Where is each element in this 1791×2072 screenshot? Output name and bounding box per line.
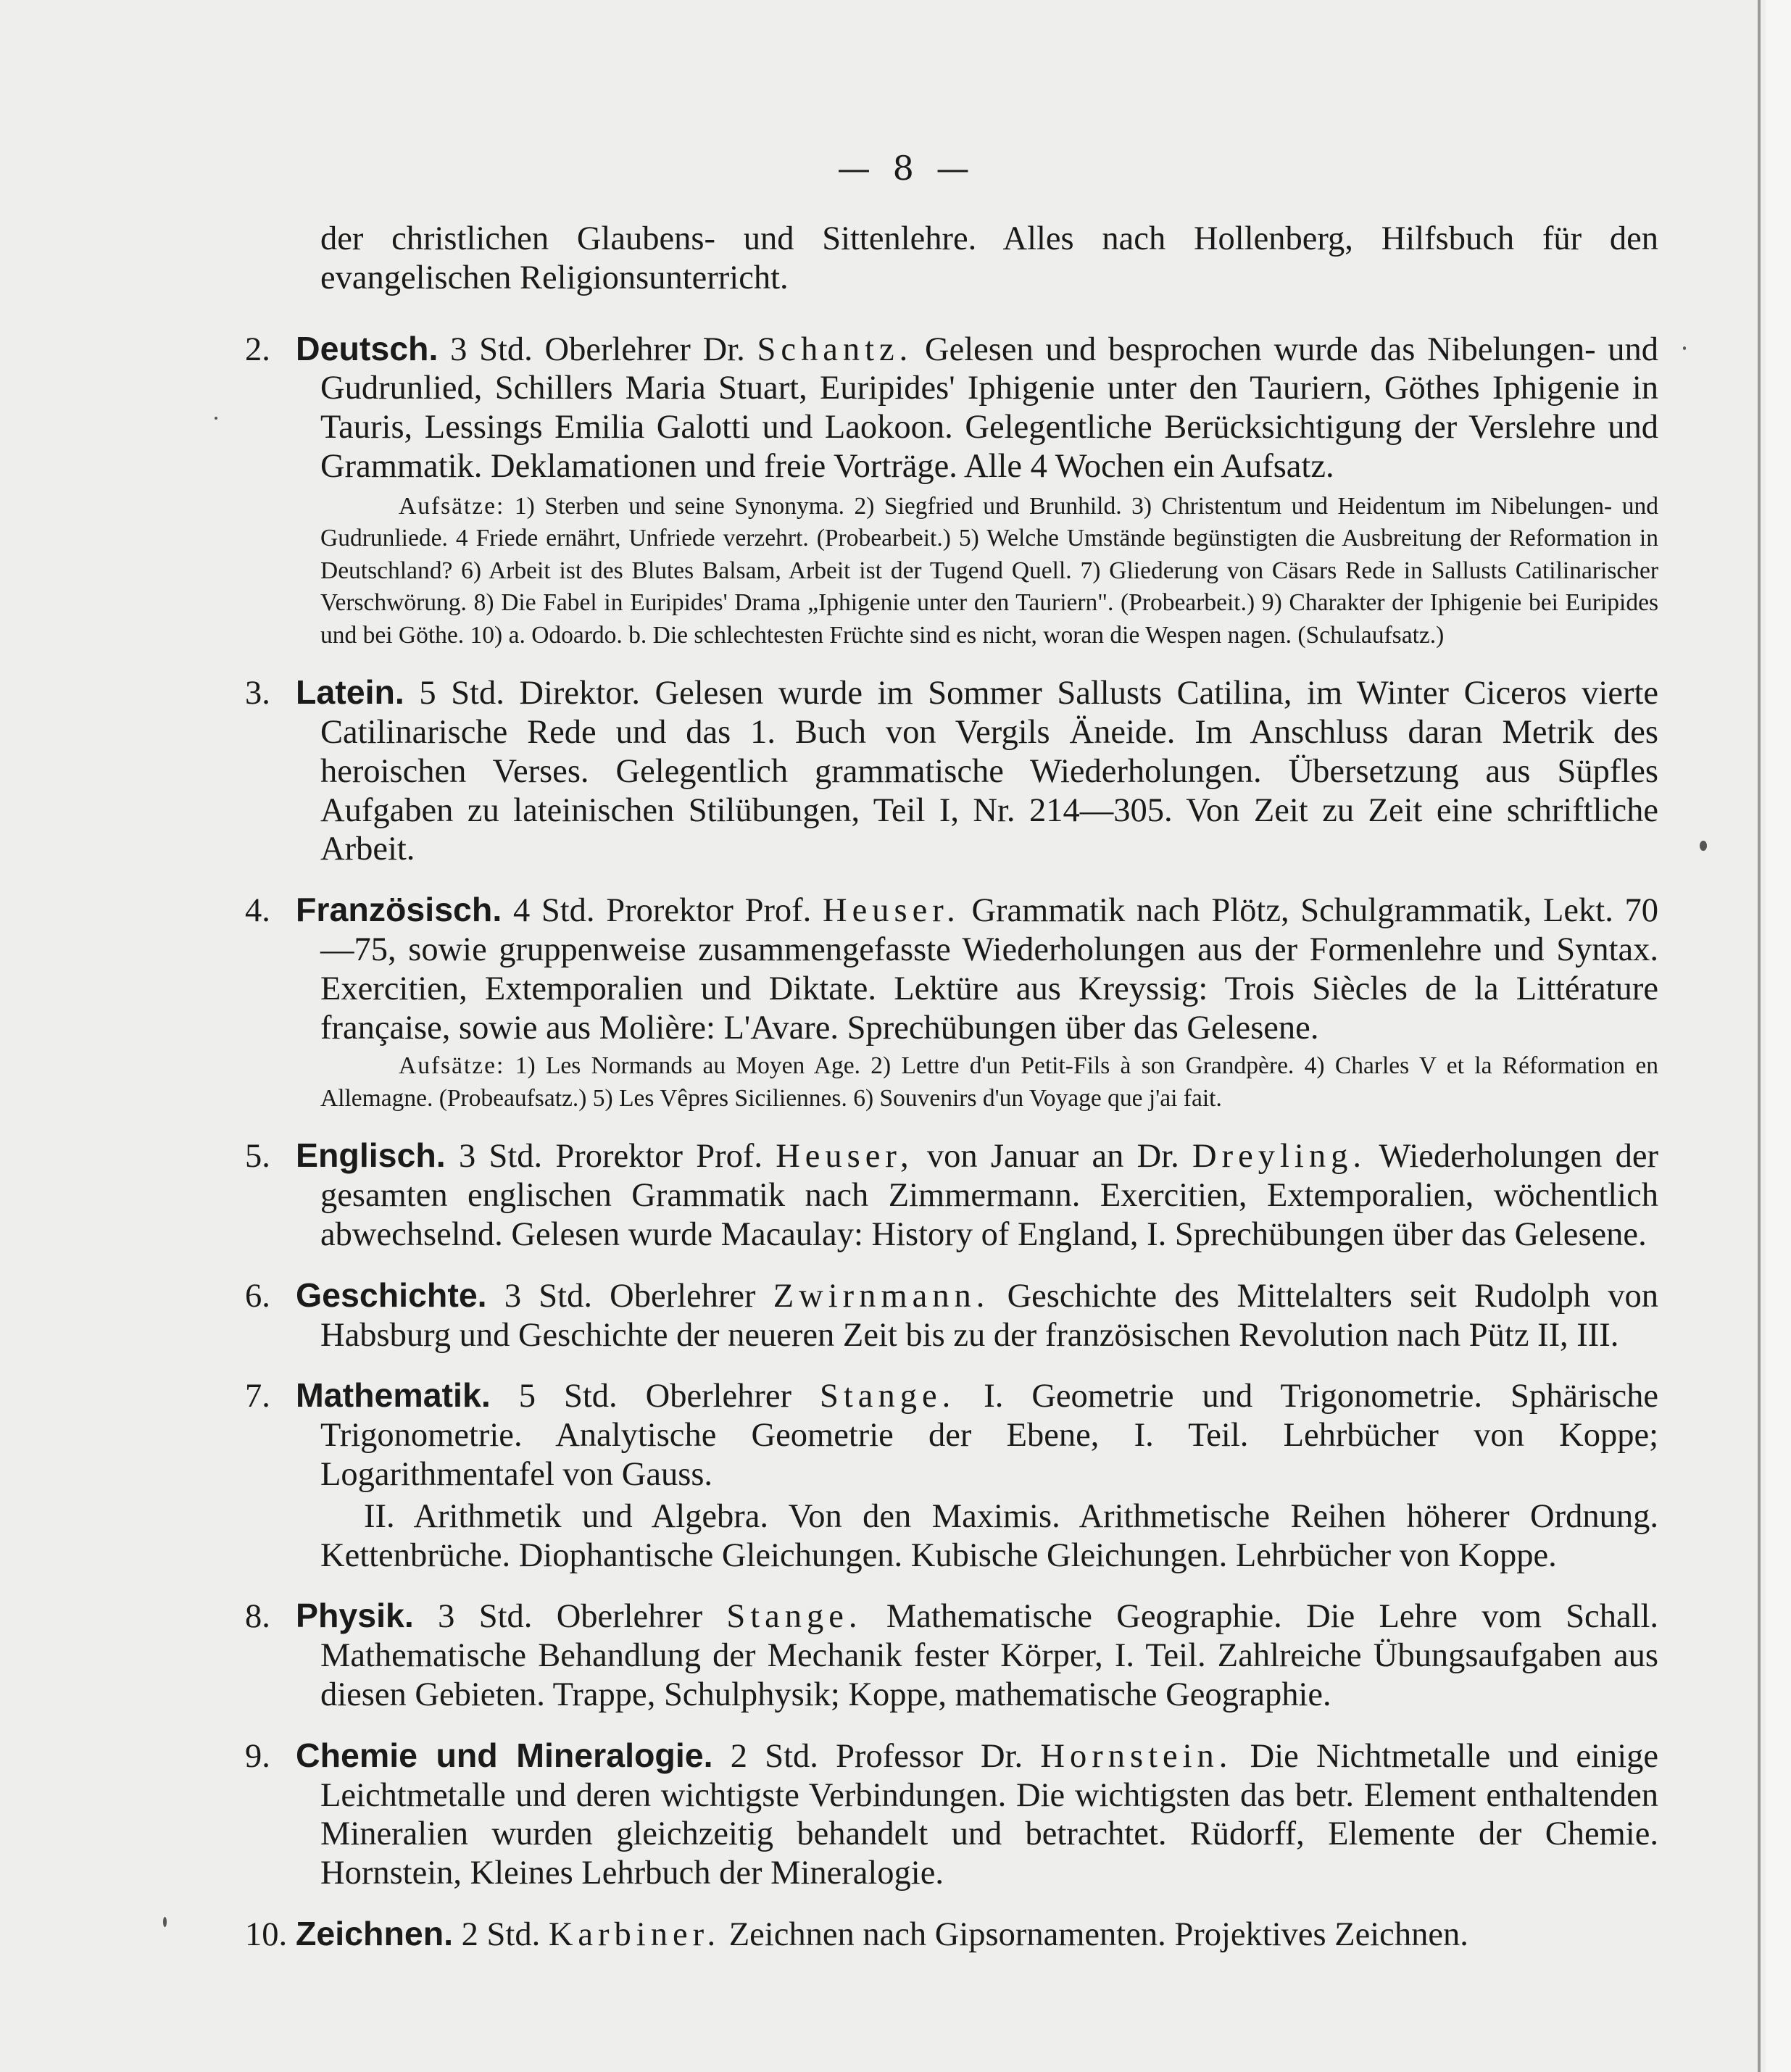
page-margin-strip	[1766, 0, 1791, 2072]
teacher-name: Schantz.	[757, 330, 913, 368]
teacher: Direktor.	[519, 675, 640, 712]
teacher-name: Heuser,	[776, 1138, 914, 1176]
section-text: Zeichnen nach Gipsornamenten. Projektives Zeichnen.	[728, 1916, 1468, 1953]
scan-speck	[215, 417, 217, 420]
teacher-name: Heuser.	[823, 892, 960, 930]
teacher-title: Oberlehrer	[645, 1378, 792, 1415]
teacher-name-2: Dreyling.	[1192, 1138, 1366, 1176]
section-number: 2.	[245, 330, 270, 368]
essays-franzoesisch	[245, 1050, 1658, 1115]
section-franzoesisch	[245, 891, 1658, 1047]
teacher-title: Prorektor Prof.	[606, 892, 812, 930]
scan-speck	[1700, 841, 1707, 851]
teacher-title: Oberlehrer	[556, 1598, 703, 1636]
teacher-name: Zwirnmann.	[773, 1277, 990, 1315]
religion-continuation	[245, 220, 1658, 298]
section-text: Die Nichtmetalle und einige Leichtmetalle und deren wichtigste Verbindungen. Die wichtigsten das betr. Element enthaltenden Mineralien wurden gleichzeitig behandelt und betrachtet. Rüdorff, Elemente der Chemie. Hornstein, Kleines Lehrbuch der Mineralogie.	[320, 1737, 1659, 1892]
teacher-title: Oberlehrer	[610, 1277, 756, 1315]
section-number: 6.	[245, 1277, 270, 1315]
subject-title: Französisch.	[296, 891, 502, 929]
scan-speck	[163, 1917, 167, 1927]
section-text-2: II. Arithmetik und Algebra. Von den Maximis. Arithmetische Reihen höherer Ordnung. Kettenbrüche. Diophantische Gleichungen. Kubische Gleichungen. Lehrbücher von Koppe.	[320, 1497, 1658, 1574]
section-number: 10.	[245, 1916, 288, 1953]
teacher-name: Hornstein.	[1040, 1737, 1233, 1775]
scan-speck	[1683, 346, 1686, 350]
section-number: 8.	[245, 1598, 270, 1636]
teacher-title: Oberlehrer Dr.	[544, 330, 745, 368]
essays-label: Aufsätze:	[399, 1052, 505, 1080]
section-mathematik	[245, 1376, 1658, 1494]
hours: 5 Std.	[518, 1378, 618, 1415]
teacher-extra: von Januar an Dr.	[926, 1138, 1179, 1176]
section-text: Mathematische Geographie. Die Lehre vom Schall. Mathematische Behandlung der Mechanik fester Körper, I. Teil. Zahlreiche Übungsaufgaben aus diesen Gebieten. Trappe, Schulphysik; Koppe, mathematische Geographie.	[320, 1598, 1659, 1714]
section-text: Wiederholungen der gesamten englischen Grammatik nach Zimmermann. Exercitien, Extemporalien, wöchentlich abwechselnd. Gelesen wurde Macaulay: History of England, I. Sprechübungen über das Gelesene.	[320, 1138, 1658, 1254]
section-mathematik-part2	[245, 1497, 1658, 1576]
teacher-name: Stange.	[820, 1378, 956, 1415]
hours: 3 Std.	[458, 1138, 543, 1176]
essays-text: 1) Les Normands au Moyen Age. 2) Lettre d'un Petit-Fils à son Grandpère. 4) Charles V et la Réformation en Allemagne. (Probeaufsatz.) 5) Les Vêpres Siciliennes. 6) Souvenirs d'un Voyage que j'ai fait.	[320, 1052, 1659, 1112]
hours: 5 Std.	[419, 675, 504, 712]
section-text: Geschichte des Mittelalters seit Rudolph von Habsburg und Geschichte der neueren Zeit bis zu der französischen Revolution nach Pütz II, III.	[320, 1277, 1659, 1354]
section-englisch	[245, 1136, 1658, 1254]
document-body	[245, 220, 1658, 1955]
section-text: Grammatik nach Plötz, Schulgrammatik, Lekt. 70—75, sowie gruppenweise zusammengefasste Wiederholungen aus der Formenlehre und Syntax. Exercitien, Extemporalien und Diktate. Lektüre aus Kreyssig: Trois Siècles de la Littérature française, sowie aus Molière: L'Avare. Sprechübungen über das Gelesene.	[320, 892, 1659, 1047]
teacher-name: Stange.	[726, 1598, 863, 1636]
section-text: Gelesen und besprochen wurde das Nibelungen- und Gudrunlied, Schillers Maria Stuart, Euripides' Iphigenie unter den Tauriern, Göthes Iphigenie in Tauris, Lessings Emilia Galotti und Laokoon. Gelegentliche Berücksichtigung der Verslehre und Grammatik. Deklamationen und freie Vorträge. Alle 4 Wochen ein Aufsatz.	[320, 330, 1659, 485]
teacher-name: Karbiner.	[548, 1916, 721, 1953]
section-text: I. Geometrie und Trigonometrie. Sphärische Trigonometrie. Analytische Geometrie der Ebene, I. Teil. Lehrbücher von Koppe; Logarithmentafel von Gauss.	[320, 1378, 1659, 1494]
teacher-title: Professor Dr.	[836, 1737, 1023, 1775]
essays-deutsch	[245, 491, 1658, 652]
subject-title: Physik.	[296, 1597, 414, 1635]
section-geschichte	[245, 1276, 1658, 1355]
teacher-title: Prorektor Prof.	[555, 1138, 762, 1176]
subject-title: Geschichte.	[296, 1276, 487, 1314]
section-number: 9.	[245, 1737, 270, 1775]
religion-text: der christlichen Glaubens- und Sittenlehre. Alles nach Hollenberg, Hilfsbuch für den evangelischen Religionsunterricht.	[320, 220, 1658, 296]
section-latein	[245, 673, 1658, 869]
section-number: 4.	[245, 892, 270, 930]
section-zeichnen	[245, 1915, 1658, 1955]
hours: 2 Std.	[730, 1737, 818, 1775]
page-edge-line	[1758, 0, 1761, 2072]
page-number: — 8 —	[837, 149, 976, 188]
hours: 3 Std.	[450, 330, 533, 368]
subject-title: Chemie und Mineralogie.	[296, 1736, 713, 1774]
section-number: 3.	[245, 675, 270, 712]
subject-title: Mathematik.	[296, 1376, 491, 1415]
hours: 4 Std.	[512, 892, 595, 930]
subject-title: Deutsch.	[296, 329, 439, 367]
subject-title: Englisch.	[296, 1136, 446, 1175]
hours: 3 Std.	[438, 1598, 533, 1636]
essays-label: Aufsätze:	[399, 492, 505, 520]
subject-title: Zeichnen.	[296, 1915, 454, 1952]
section-text: Gelesen wurde im Sommer Sallusts Catilina, im Winter Ciceros vierte Catilinarische Rede und das 1. Buch von Vergils Äneide. Im Anschluss daran Metrik des heroischen Verses. Gelegentlich grammatische Wiederholungen. Übersetzung aus Süpfles Aufgaben zu lateinischen Stilübungen, Teil I, Nr. 214—305. Von Zeit zu Zeit eine schriftliche Arbeit.	[320, 675, 1659, 868]
subject-title: Latein.	[296, 673, 404, 712]
section-deutsch	[245, 330, 1658, 486]
hours: 3 Std.	[504, 1277, 592, 1315]
essays-text: 1) Sterben und seine Synonyma. 2) Siegfried und Brunhild. 3) Christentum und Heidentum im Nibelungen- und Gudrunliede. 4 Friede ernährt, Unfriede verzehrt. (Probearbeit.) 5) Welche Umstände begünstigten die Ausbreitung der Reformation in Deutschland? 6) Arbeit ist des Blutes Balsam, Arbeit ist der Tugend Quell. 7) Gliederung von Cäsars Rede in Sallusts Catilinarischer Verschwörung. 8) Die Fabel in Euripides' Drama „Iphigenie unter den Tauriern". (Probearbeit.) 9) Charakter der Iphigenie bei Euripides und bei Göthe. 10) a. Odoardo. b. Die schlechtesten Früchte sind es nicht, woran die Wespen nagen. (Schulaufsatz.)	[320, 492, 1658, 649]
section-number: 7.	[245, 1378, 270, 1415]
section-chemie	[245, 1736, 1658, 1893]
section-physik	[245, 1597, 1658, 1714]
section-number: 5.	[245, 1138, 270, 1176]
hours: 2 Std.	[461, 1916, 541, 1953]
